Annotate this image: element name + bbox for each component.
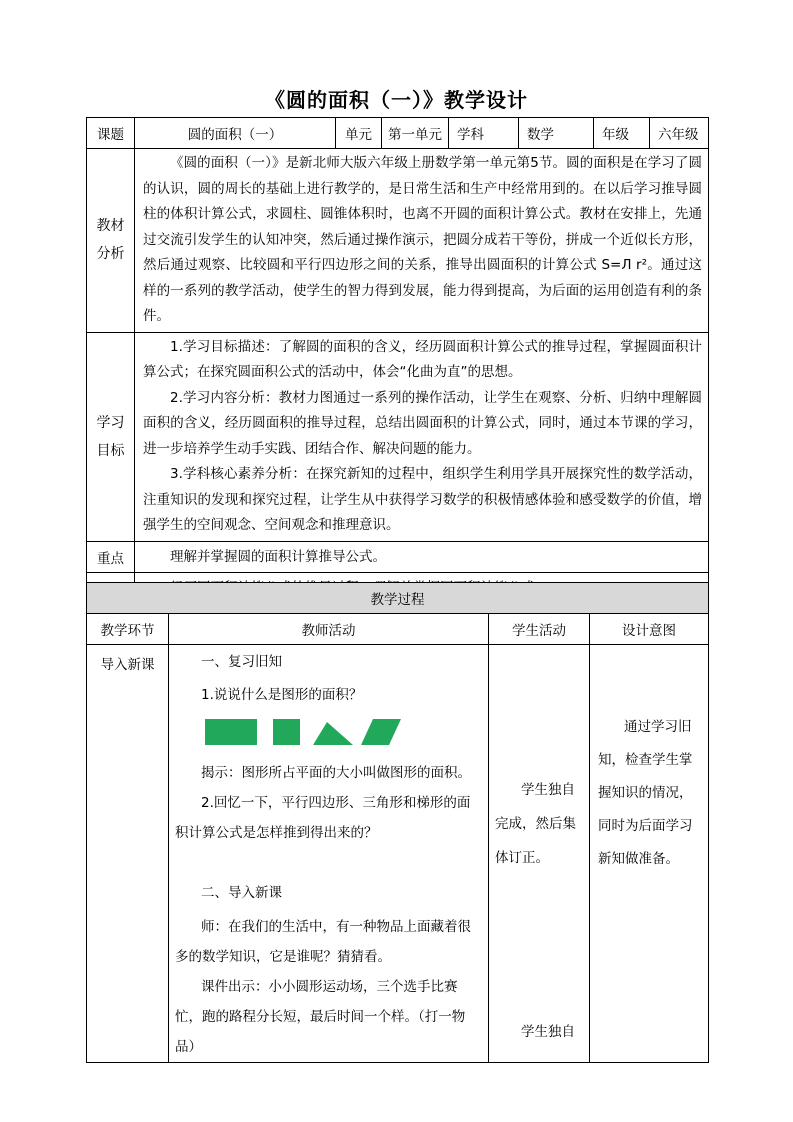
teacher-activity — [169, 645, 489, 1063]
shapes-figure — [175, 716, 482, 756]
info-table — [86, 117, 709, 604]
intro-heading: 二、导入新课 — [201, 885, 282, 901]
student-activity-2: 学生独自 — [521, 1024, 575, 1040]
analysis-text: 《圆的面积（一）》是新北师大版六年级上册数学第一单元第5节。圆的面积是在学习了圆的认识，圆的周长的基础上进行教学的，是日常生活和生产中经常用到的。在以后学习推导圆柱的体积计算公式，求圆柱、圆锥体积时，也离不开圆的面积计算公式。教材在安排上，先通过交流引发学生的认知冲突，然后通过操作演示，把圆分成若干等份，拼成一个近似长方形，然后通过观察、比较圆和平行四边形之间的关系，推导出圆面积的计算公式 S=Л r²。通过这样的一系列的教学活动，使学生的智力得到发展，能力得到提高，为后面的运用创造有利的条件。 — [143, 155, 702, 324]
unit-value: 第一单元 — [382, 118, 449, 149]
unit-label: 单元 — [336, 118, 382, 149]
stage-label: 导入新课 — [87, 645, 169, 1063]
teacher-prompt: 师：在我们的生活中，有一种物品上面藏着很多的数学知识，它是谁呢？猜猜看。 — [175, 919, 471, 965]
riddle-text: 课件出示：小小圆形运动场，三个选手比赛忙，跑的路程分长短，最后时间一个样。（打一物品） — [175, 979, 466, 1055]
triangle-shape — [313, 722, 353, 745]
analysis-label: 教材分析 — [87, 149, 135, 333]
topic-label: 课题 — [87, 118, 135, 149]
question-2: 2.回忆一下，平行四边形、三角形和梯形的面积计算公式是怎样推到得出来的？ — [175, 795, 471, 841]
question-1: 1.说说什么是图形的面积？ — [201, 687, 363, 703]
rectangle-shape — [205, 719, 257, 745]
parallelogram-shape — [361, 719, 401, 745]
review-heading: 一、复习旧知 — [201, 654, 282, 670]
student-activity-1: 学生独自完成，然后集体订正。 — [495, 782, 576, 866]
subject-value: 数学 — [519, 118, 594, 149]
process-title: 教学过程 — [87, 583, 709, 614]
goals-label: 学习目标 — [87, 332, 135, 541]
header-design: 设计意图 — [590, 614, 709, 645]
topic-value: 圆的面积（一） — [135, 118, 336, 149]
shapes-svg — [205, 716, 415, 748]
design-intent — [590, 645, 709, 1063]
reveal-text: 揭示：图形所占平面的大小叫做图形的面积。 — [201, 765, 471, 781]
design-intent-text: 通过学习旧知，检查学生掌握知识的情况，同时为后面学习新知做准备。 — [598, 719, 693, 867]
header-student: 学生活动 — [489, 614, 590, 645]
goal-item-1: 1.学习目标描述：了解圆的面积的含义，经历圆面积计算公式的推导过程，掌握圆面积计算公式；在探究圆面积公式的活动中，体会“化曲为直”的思想。 — [143, 338, 702, 380]
goal-item-2: 2.学习内容分析：教材力图通过一系列的操作活动，让学生在观察、分析、归纳中理解圆面积的含义，经历圆面积的推导过程，总结出圆面积的计算公式，同时，通过本节课的学习，进一步培养学生动手实践、团结合作、解决问题的能力。 — [143, 389, 702, 457]
process-table — [86, 582, 709, 1063]
student-activity — [489, 645, 590, 1063]
grade-label: 年级 — [594, 118, 650, 149]
document-title: 《圆的面积（一）》教学设计 — [265, 88, 528, 112]
grade-value: 六年级 — [650, 118, 709, 149]
header-stage: 教学环节 — [87, 614, 169, 645]
key-point-text: 理解并掌握圆的面积计算推导公式。 — [170, 548, 386, 565]
subject-label: 学科 — [449, 118, 519, 149]
key-point-label: 重点 — [87, 541, 135, 572]
square-shape — [273, 719, 300, 745]
goal-item-3: 3.学科核心素养分析：在探究新知的过程中，组织学生利用学具开展探究性的数学活动，注重知识的发现和探究过程，让学生从中获得学习数学的积极情感体验和感受数学的价值，增强学生的空间观念、空间观念和推理意识。 — [143, 466, 702, 533]
header-teacher: 教师活动 — [169, 614, 489, 645]
